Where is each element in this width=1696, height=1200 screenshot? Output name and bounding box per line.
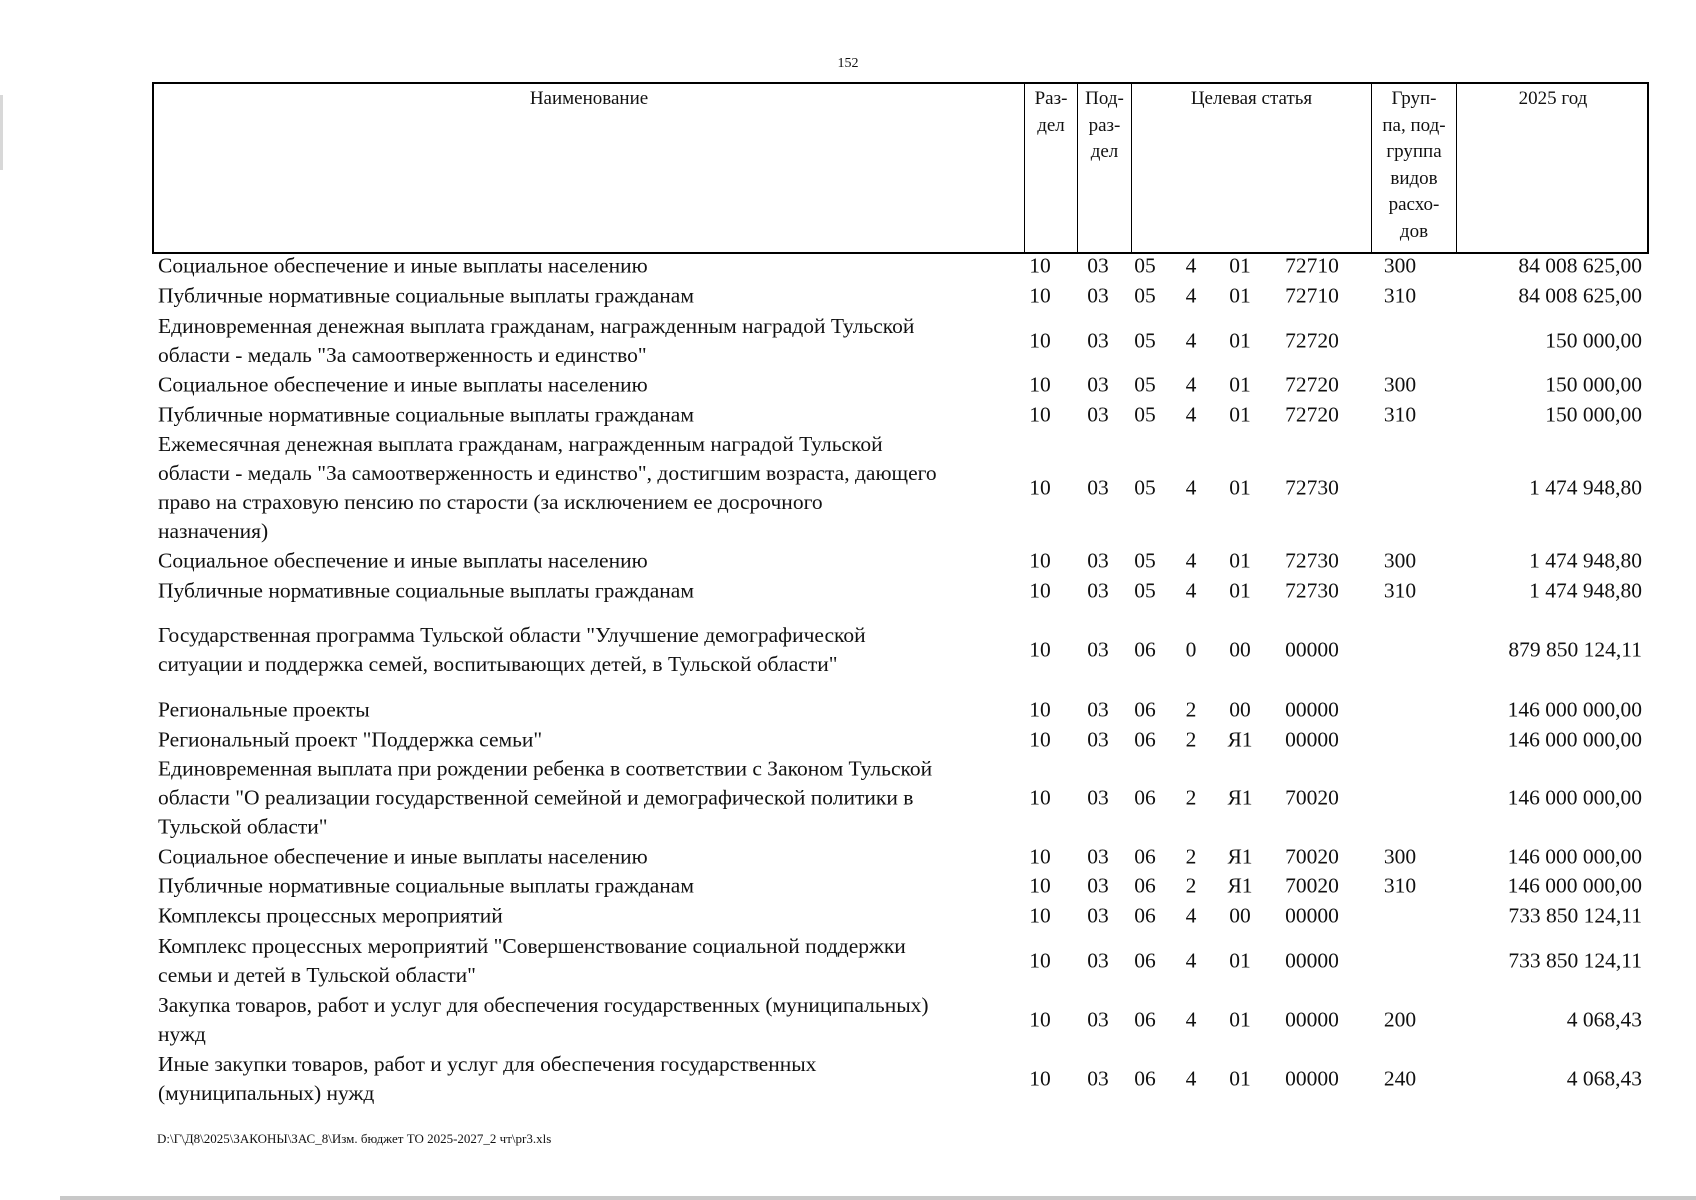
table-row [0, 401, 1696, 429]
row-target-program: 05 [1134, 475, 1156, 500]
row-amount: 150 000,00 [1545, 328, 1642, 353]
row-podrazdel: 03 [1087, 844, 1109, 869]
row-amount: 1 474 948,80 [1529, 548, 1642, 573]
row-name: Комплексы процессных мероприятий [158, 903, 503, 928]
row-target-program: 06 [1134, 948, 1156, 973]
row-amount: 4 068,43 [1566, 1066, 1642, 1091]
row-name: Публичные нормативные социальные выплаты гражданам [158, 283, 694, 308]
row-podrazdel: 03 [1087, 948, 1109, 973]
table-row [0, 252, 1696, 280]
row-target-type: 2 [1185, 697, 1197, 722]
row-target-item: 01 [1229, 1007, 1251, 1032]
table-row [0, 621, 1696, 679]
row-target-item: Я1 [1227, 844, 1253, 869]
row-target-item: 00 [1229, 903, 1251, 928]
row-target-item: 00 [1229, 697, 1251, 722]
row-target-item: 01 [1229, 578, 1251, 603]
row-target-code: 72710 [1285, 283, 1339, 308]
row-target-program: 06 [1134, 637, 1156, 662]
row-amount: 1 474 948,80 [1529, 475, 1642, 500]
row-podrazdel: 03 [1087, 637, 1109, 662]
header-gruppa: Груп- па, под- группа видов расхо- дов [1382, 88, 1446, 242]
row-razdel: 10 [1029, 1007, 1051, 1032]
table-row [0, 696, 1696, 724]
row-name: Региональные проекты [158, 697, 370, 722]
row-target-code: 72730 [1285, 548, 1339, 573]
row-target-program: 05 [1134, 372, 1156, 397]
row-target-type: 2 [1185, 844, 1197, 869]
row-amount: 150 000,00 [1545, 402, 1642, 427]
row-target-item: Я1 [1227, 873, 1253, 898]
row-name: Социальное обеспечение и иные выплаты населению [158, 372, 648, 397]
row-target-type: 4 [1185, 1066, 1197, 1091]
row-podrazdel: 03 [1087, 253, 1109, 278]
table-row [0, 1050, 1696, 1108]
row-amount: 1 474 948,80 [1529, 578, 1642, 603]
row-target-program: 06 [1134, 844, 1156, 869]
row-podrazdel: 03 [1087, 785, 1109, 810]
row-podrazdel: 03 [1087, 727, 1109, 752]
row-amount: 146 000 000,00 [1507, 873, 1642, 898]
row-name: Региональный проект "Поддержка семьи" [158, 727, 543, 752]
row-target-type: 4 [1185, 548, 1197, 573]
row-target-code: 00000 [1285, 637, 1339, 662]
row-name: Публичные нормативные социальные выплаты гражданам [158, 402, 694, 427]
row-name: Социальное обеспечение и иные выплаты населению [158, 253, 648, 278]
row-target-code: 00000 [1285, 1066, 1339, 1091]
row-name: Иные закупки товаров, работ и услуг для обеспечения государственных (муниципальных) нужд [158, 1052, 817, 1105]
row-target-item: 01 [1229, 283, 1251, 308]
table-row [0, 932, 1696, 990]
row-target-type: 4 [1185, 372, 1197, 397]
row-podrazdel: 03 [1087, 697, 1109, 722]
row-name: Социальное обеспечение и иные выплаты населению [158, 548, 648, 573]
table-row [0, 371, 1696, 399]
row-razdel: 10 [1029, 328, 1051, 353]
row-amount: 146 000 000,00 [1507, 844, 1642, 869]
row-razdel: 10 [1029, 873, 1051, 898]
header-celevaya: Целевая статья [1190, 88, 1313, 109]
row-target-type: 2 [1185, 785, 1197, 810]
row-expense-group: 300 [1383, 844, 1417, 869]
row-amount: 146 000 000,00 [1507, 785, 1642, 810]
table-row [0, 312, 1696, 370]
row-razdel: 10 [1029, 372, 1051, 397]
row-podrazdel: 03 [1087, 372, 1109, 397]
row-razdel: 10 [1029, 548, 1051, 573]
row-target-type: 2 [1185, 873, 1197, 898]
row-target-item: 01 [1229, 1066, 1251, 1091]
row-target-item: Я1 [1227, 727, 1253, 752]
row-target-program: 05 [1134, 402, 1156, 427]
row-expense-group: 310 [1383, 402, 1417, 427]
row-podrazdel: 03 [1087, 1007, 1109, 1032]
row-name: Государственная программа Тульской области "Улучшение демографической ситуации и поддержка семей, воспитывающих детей, в Тульской области" [158, 623, 866, 676]
row-target-program: 05 [1134, 253, 1156, 278]
row-amount: 150 000,00 [1545, 372, 1642, 397]
table-row [0, 577, 1696, 605]
row-expense-group: 300 [1383, 548, 1417, 573]
row-target-type: 4 [1185, 948, 1197, 973]
header-podrazdel: Под- раз- дел [1085, 88, 1124, 162]
row-amount: 4 068,43 [1566, 1007, 1642, 1032]
row-target-code: 72720 [1285, 402, 1339, 427]
row-target-code: 70020 [1285, 844, 1339, 869]
table-row [0, 726, 1696, 754]
row-target-program: 05 [1134, 328, 1156, 353]
row-target-item: 00 [1229, 637, 1251, 662]
row-target-code: 72710 [1285, 253, 1339, 278]
row-razdel: 10 [1029, 948, 1051, 973]
row-target-type: 4 [1185, 1007, 1197, 1032]
header-year: 2025 год [1518, 88, 1588, 109]
row-name: Закупка товаров, работ и услуг для обеспечения государственных (муниципальных) нужд [158, 993, 929, 1046]
row-target-program: 06 [1134, 903, 1156, 928]
table-row [0, 547, 1696, 575]
row-razdel: 10 [1029, 727, 1051, 752]
row-podrazdel: 03 [1087, 873, 1109, 898]
row-razdel: 10 [1029, 578, 1051, 603]
row-expense-group: 310 [1383, 578, 1417, 603]
row-target-code: 00000 [1285, 903, 1339, 928]
row-target-type: 4 [1185, 578, 1197, 603]
table-header [152, 82, 1649, 254]
row-amount: 146 000 000,00 [1507, 697, 1642, 722]
row-razdel: 10 [1029, 697, 1051, 722]
row-razdel: 10 [1029, 844, 1051, 869]
row-name: Публичные нормативные социальные выплаты гражданам [158, 578, 694, 603]
row-razdel: 10 [1029, 637, 1051, 662]
row-target-item: Я1 [1227, 785, 1253, 810]
row-target-code: 70020 [1285, 873, 1339, 898]
row-target-program: 06 [1134, 873, 1156, 898]
row-razdel: 10 [1029, 903, 1051, 928]
row-target-type: 4 [1185, 903, 1197, 928]
row-razdel: 10 [1029, 1066, 1051, 1091]
row-amount: 84 008 625,00 [1518, 283, 1642, 308]
row-target-type: 0 [1185, 637, 1197, 662]
scan-edge-mark [0, 95, 3, 170]
row-target-type: 4 [1185, 402, 1197, 427]
table-row [0, 430, 1696, 546]
row-expense-group: 300 [1383, 372, 1417, 397]
row-podrazdel: 03 [1087, 548, 1109, 573]
row-target-code: 00000 [1285, 697, 1339, 722]
row-razdel: 10 [1029, 475, 1051, 500]
row-podrazdel: 03 [1087, 475, 1109, 500]
row-amount: 84 008 625,00 [1518, 253, 1642, 278]
row-expense-group: 240 [1383, 1066, 1417, 1091]
row-target-program: 05 [1134, 548, 1156, 573]
row-target-code: 00000 [1285, 1007, 1339, 1032]
row-target-program: 06 [1134, 697, 1156, 722]
table-row [0, 991, 1696, 1049]
row-target-code: 70020 [1285, 785, 1339, 810]
row-target-code: 72720 [1285, 328, 1339, 353]
row-target-item: 01 [1229, 372, 1251, 397]
row-name: Комплекс процессных мероприятий "Совершенствование социальной поддержки семьи и детей в Тульской области" [158, 934, 906, 987]
row-expense-group: 310 [1383, 283, 1417, 308]
row-razdel: 10 [1029, 785, 1051, 810]
row-target-type: 2 [1185, 727, 1197, 752]
file-path-footer: D:\Г\Д8\2025\ЗАКОНЫ\ЗАС_8\Изм. бюджет ТО 2025-2027_2 чт\pr3.xls [157, 1131, 552, 1146]
row-name: Социальное обеспечение и иные выплаты населению [158, 844, 648, 869]
header-razdel: Раз- дел [1034, 88, 1068, 136]
row-name: Единовременная денежная выплата гражданам, награжденным наградой Тульской области - медаль "За самоотверженность и единство" [158, 314, 915, 367]
table-row [0, 755, 1696, 842]
row-podrazdel: 03 [1087, 402, 1109, 427]
row-target-type: 4 [1185, 253, 1197, 278]
header-name: Наименование [529, 88, 649, 109]
table-row [0, 902, 1696, 930]
table-row [0, 872, 1696, 900]
row-podrazdel: 03 [1087, 578, 1109, 603]
row-amount: 733 850 124,11 [1508, 948, 1642, 973]
row-target-item: 01 [1229, 253, 1251, 278]
row-podrazdel: 03 [1087, 328, 1109, 353]
row-target-type: 4 [1185, 328, 1197, 353]
row-razdel: 10 [1029, 283, 1051, 308]
row-target-item: 01 [1229, 475, 1251, 500]
row-target-program: 05 [1134, 578, 1156, 603]
row-expense-group: 200 [1383, 1007, 1417, 1032]
row-podrazdel: 03 [1087, 1066, 1109, 1091]
row-podrazdel: 03 [1087, 903, 1109, 928]
row-amount: 879 850 124,11 [1508, 637, 1642, 662]
row-target-code: 72730 [1285, 475, 1339, 500]
row-target-program: 05 [1134, 283, 1156, 308]
row-target-code: 00000 [1285, 948, 1339, 973]
row-target-program: 06 [1134, 1007, 1156, 1032]
row-name: Публичные нормативные социальные выплаты гражданам [158, 873, 694, 898]
row-podrazdel: 03 [1087, 283, 1109, 308]
row-razdel: 10 [1029, 402, 1051, 427]
row-target-type: 4 [1185, 283, 1197, 308]
row-name: Ежемесячная денежная выплата гражданам, награжденным наградой Тульской области - медаль "За самоотверженность и единство", достигшим возраста, дающего право на страховую пенсию по старости (за исключением ее досрочного назначения) [158, 432, 937, 543]
row-target-code: 00000 [1285, 727, 1339, 752]
row-name: Единовременная выплата при рождении ребенка в соответствии с Законом Тульской области "О реализации государственной семейной и демографической политики в Тульской области" [158, 756, 933, 839]
row-target-item: 01 [1229, 328, 1251, 353]
row-target-code: 72730 [1285, 578, 1339, 603]
row-target-item: 01 [1229, 402, 1251, 427]
table-row [0, 282, 1696, 310]
row-target-program: 06 [1134, 785, 1156, 810]
row-target-program: 06 [1134, 1066, 1156, 1091]
row-razdel: 10 [1029, 253, 1051, 278]
row-expense-group: 310 [1383, 873, 1417, 898]
row-target-type: 4 [1185, 475, 1197, 500]
row-target-code: 72720 [1285, 372, 1339, 397]
scan-bottom-edge [60, 1196, 1696, 1200]
row-amount: 146 000 000,00 [1507, 727, 1642, 752]
row-target-program: 06 [1134, 727, 1156, 752]
row-target-item: 01 [1229, 948, 1251, 973]
row-amount: 733 850 124,11 [1508, 903, 1642, 928]
row-expense-group: 300 [1383, 253, 1417, 278]
page-number: 152 [837, 56, 859, 71]
row-target-item: 01 [1229, 548, 1251, 573]
table-row [0, 843, 1696, 871]
